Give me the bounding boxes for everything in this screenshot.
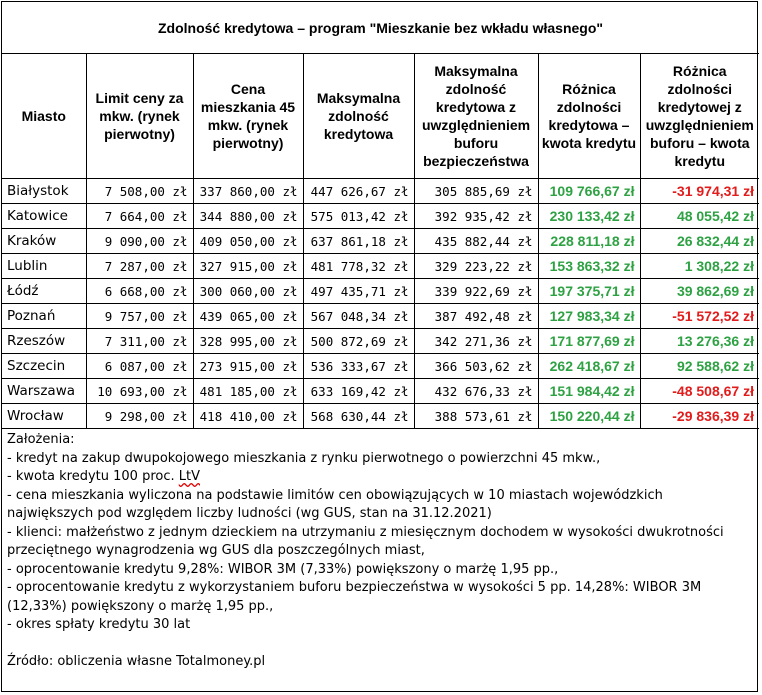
notes-heading: Założenia:	[7, 432, 75, 447]
cell-capacity: 568 630,44 zł	[303, 404, 414, 429]
note-text: - kwota kredytu 100 proc.	[7, 469, 179, 484]
cell-diff-buffer: 13 276,36 zł	[640, 329, 759, 354]
cell-price: 418 410,00 zł	[193, 404, 303, 429]
cell-city: Lublin	[2, 254, 86, 279]
cell-capacity: 497 435,71 zł	[303, 279, 414, 304]
cell-limit: 6 668,00 zł	[86, 279, 193, 304]
cell-limit: 9 090,00 zł	[86, 229, 193, 254]
table-row	[2, 304, 759, 329]
note-line: największych pod względem liczby ludności (wg GUS, stan na 31.12.2021)	[7, 506, 492, 521]
cell-diff: 230 133,42 zł	[538, 204, 640, 229]
cell-capacity-buffer: 392 935,42 zł	[414, 204, 538, 229]
assumptions-notes	[7, 431, 755, 672]
cell-diff: 228 811,18 zł	[538, 229, 640, 254]
table-row	[2, 204, 759, 229]
cell-city: Kraków	[2, 229, 86, 254]
cell-diff-buffer: 48 055,42 zł	[640, 204, 759, 229]
note-line: - kredyt na zakup dwupokojowego mieszkania z rynku pierwotnego o powierzchni 45 mkw.,	[7, 450, 601, 466]
note-line: - oprocentowanie kredytu 9,28%: WIBOR 3M (7,33%) powiększony o marżę 1,95 pp.,	[7, 561, 559, 577]
cell-price: 481 185,00 zł	[193, 379, 303, 404]
cell-capacity: 633 169,42 zł	[303, 379, 414, 404]
cell-limit: 6 087,00 zł	[86, 354, 193, 379]
cell-capacity-buffer: 329 223,22 zł	[414, 254, 538, 279]
document-frame	[1, 1, 758, 692]
table-row	[2, 404, 759, 429]
cell-diff-buffer: 26 832,44 zł	[640, 229, 759, 254]
cell-city: Rzeszów	[2, 329, 86, 354]
credit-capacity-table	[2, 54, 759, 429]
cell-price: 300 060,00 zł	[193, 279, 303, 304]
cell-price: 344 880,00 zł	[193, 204, 303, 229]
cell-price: 328 995,00 zł	[193, 329, 303, 354]
cell-capacity-buffer: 339 922,69 zł	[414, 279, 538, 304]
cell-diff: 150 220,44 zł	[538, 404, 640, 429]
cell-price: 409 050,00 zł	[193, 229, 303, 254]
cell-price: 327 915,00 zł	[193, 254, 303, 279]
note-line	[7, 468, 755, 487]
cell-price: 273 915,00 zł	[193, 354, 303, 379]
header-capacity-buffer: Maksymalna zdolność kredytowa z uwzględnieniem buforu bezpieczeństwa	[414, 54, 538, 179]
cell-diff-buffer: 39 862,69 zł	[640, 279, 759, 304]
cell-capacity: 481 778,32 zł	[303, 254, 414, 279]
cell-capacity: 567 048,34 zł	[303, 304, 414, 329]
source-note: Źródło: obliczenia własne Totalmoney.pl	[7, 654, 266, 669]
cell-diff-buffer: -48 508,67 zł	[640, 379, 759, 404]
header-limit: Limit ceny za mkw. (rynek pierwotny)	[86, 54, 193, 179]
cell-diff-buffer: -31 974,31 zł	[640, 179, 759, 204]
cell-limit: 7 508,00 zł	[86, 179, 193, 204]
cell-capacity: 575 013,42 zł	[303, 204, 414, 229]
cell-city: Szczecin	[2, 354, 86, 379]
cell-diff: 127 983,34 zł	[538, 304, 640, 329]
cell-capacity-buffer: 435 882,44 zł	[414, 229, 538, 254]
cell-limit: 7 664,00 zł	[86, 204, 193, 229]
cell-diff-buffer: -29 836,39 zł	[640, 404, 759, 429]
cell-city: Poznań	[2, 304, 86, 329]
table-row	[2, 179, 759, 204]
cell-limit: 7 287,00 zł	[86, 254, 193, 279]
note-line: (12,33%) powiększony o marżę 1,95 pp.,	[7, 598, 274, 614]
cell-capacity-buffer: 387 492,48 zł	[414, 304, 538, 329]
table-row	[2, 279, 759, 304]
cell-diff: 151 984,42 zł	[538, 379, 640, 404]
cell-limit: 7 311,00 zł	[86, 329, 193, 354]
cell-diff: 171 877,69 zł	[538, 329, 640, 354]
cell-price: 337 860,00 zł	[193, 179, 303, 204]
cell-city: Białystok	[2, 179, 86, 204]
cell-capacity-buffer: 342 271,36 zł	[414, 329, 538, 354]
note-line: - okres spłaty kredytu 30 lat	[7, 617, 191, 632]
table-row	[2, 354, 759, 379]
cell-limit: 10 693,00 zł	[86, 379, 193, 404]
note-line: - cena mieszkania wyliczona na podstawie limitów cen obowiązujących w 10 miastach wojewódzkich	[7, 487, 663, 503]
cell-capacity-buffer: 366 503,62 zł	[414, 354, 538, 379]
table-row	[2, 254, 759, 279]
cell-limit: 9 298,00 zł	[86, 404, 193, 429]
cell-capacity: 637 861,18 zł	[303, 229, 414, 254]
cell-diff: 153 863,32 zł	[538, 254, 640, 279]
cell-price: 439 065,00 zł	[193, 304, 303, 329]
cell-diff-buffer: 1 308,22 zł	[640, 254, 759, 279]
header-row	[2, 54, 759, 179]
cell-capacity-buffer: 305 885,69 zł	[414, 179, 538, 204]
header-city: Miasto	[2, 54, 86, 179]
cell-diff: 109 766,67 zł	[538, 179, 640, 204]
cell-capacity-buffer: 432 676,33 zł	[414, 379, 538, 404]
note-line: - klienci: małżeństwo z jednym dzieckiem na utrzymaniu z miesięcznym dochodem w wysokości dwukrotności	[7, 524, 724, 540]
cell-capacity-buffer: 388 573,61 zł	[414, 404, 538, 429]
cell-diff: 197 375,71 zł	[538, 279, 640, 304]
cell-capacity: 536 333,67 zł	[303, 354, 414, 379]
note-line: - oprocentowanie kredytu z wykorzystaniem buforu bezpieczeństwa w wysokości 5 pp. 14,28%: WIBOR 3M	[7, 580, 702, 595]
cell-city: Wrocław	[2, 404, 86, 429]
cell-diff-buffer: -51 572,52 zł	[640, 304, 759, 329]
header-diff: Różnica zdolności kredytowa – kwota kredytu	[538, 54, 640, 179]
header-diff-buffer: Różnica zdolności kredytowej z uwzględnieniem buforu – kwota kredytu	[640, 54, 759, 179]
table-row	[2, 229, 759, 254]
cell-diff: 262 418,67 zł	[538, 354, 640, 379]
cell-city: Katowice	[2, 204, 86, 229]
cell-capacity: 447 626,67 zł	[303, 179, 414, 204]
cell-city: Warszawa	[2, 379, 86, 404]
note-line: przeciętnego wynagrodzenia wg GUS dla poszczególnych miast,	[7, 543, 425, 558]
spacer	[7, 635, 755, 654]
cell-diff-buffer: 92 588,62 zł	[640, 354, 759, 379]
table-row	[2, 379, 759, 404]
header-price: Cena mieszkania 45 mkw. (rynek pierwotny)	[193, 54, 303, 179]
ltv-term: LtV	[178, 469, 200, 484]
cell-city: Łódź	[2, 279, 86, 304]
cell-capacity: 500 872,69 zł	[303, 329, 414, 354]
table-title: Zdolność kredytowa – program "Mieszkanie bez wkładu własnego"	[2, 2, 759, 54]
table-body	[2, 179, 759, 429]
table-row	[2, 329, 759, 354]
cell-limit: 9 757,00 zł	[86, 304, 193, 329]
header-capacity: Maksymalna zdolność kredytowa	[303, 54, 414, 179]
